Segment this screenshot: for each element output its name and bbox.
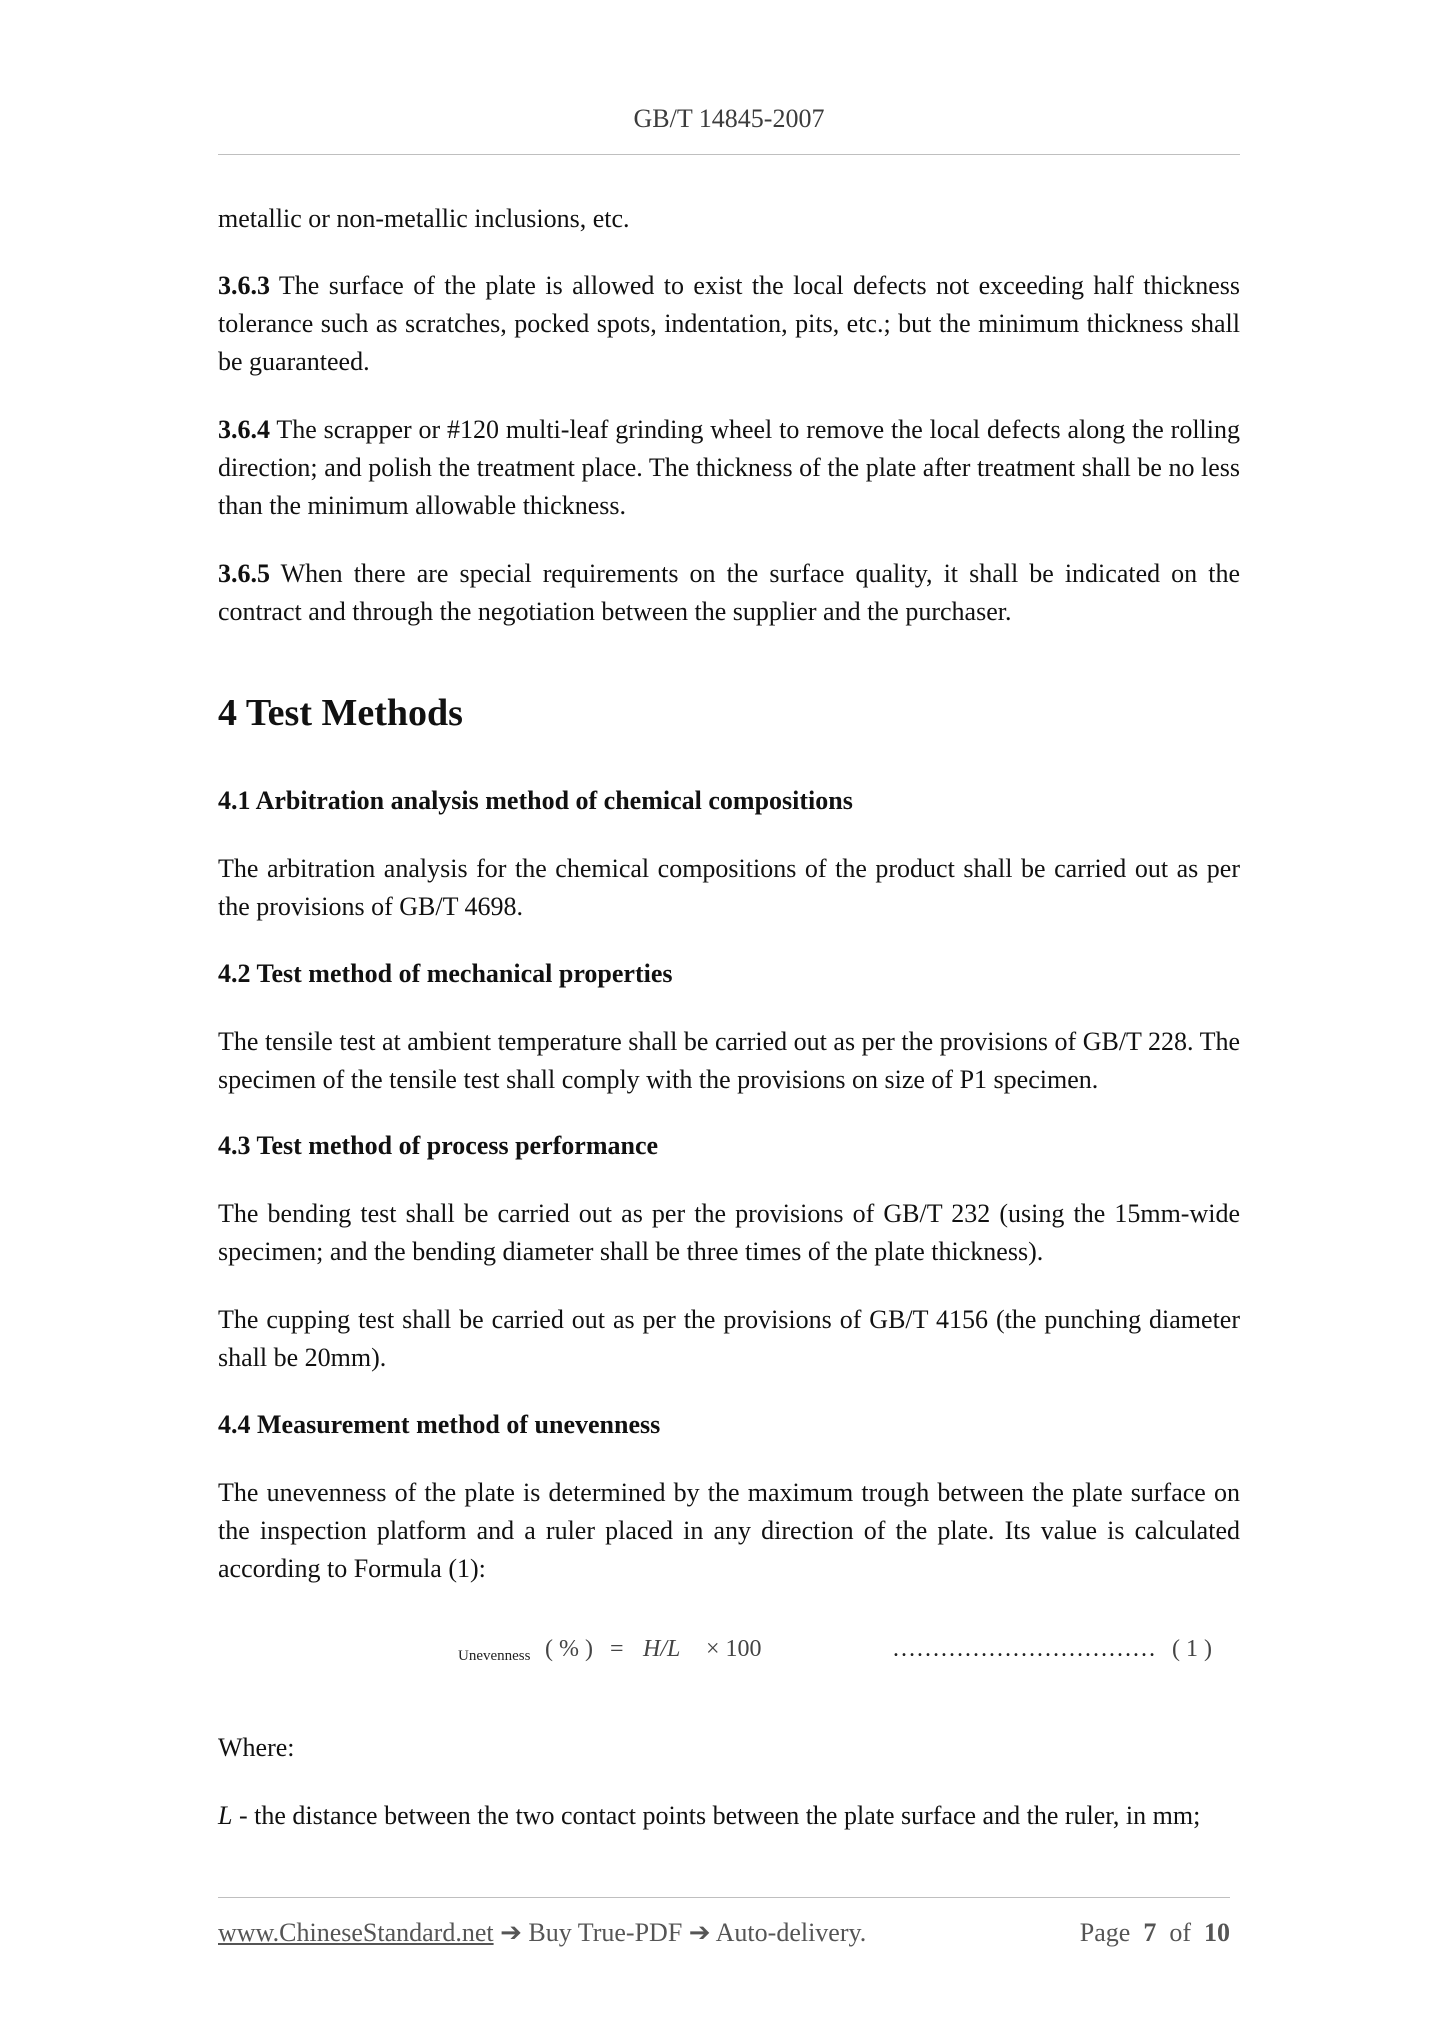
- definition-text: - the distance between the two contact points between the plate surface and the ruler, in mm;: [232, 1801, 1201, 1830]
- page-header-title: GB/T 14845-2007: [633, 104, 825, 133]
- section-text-4-4: The unevenness of the plate is determined by the maximum trough between the plate surface on the inspection platform and a ruler placed in any direction of the plate. Its value is calculated according to Formula (1):: [218, 1478, 1240, 1583]
- section-heading-4-1: 4.1 Arbitration analysis method of chemical compositions: [218, 786, 853, 815]
- auto-delivery-text: Auto-delivery.: [715, 1918, 867, 1947]
- where-label: Where:: [218, 1733, 295, 1762]
- formula-label: Unevenness: [458, 1648, 531, 1664]
- section-heading-4-2: 4.2 Test method of mechanical properties: [218, 959, 673, 988]
- paragraph-inclusions: metallic or non-metallic inclusions, etc.: [218, 204, 630, 233]
- formula-1: [0, 1636, 1445, 1672]
- clause-text: When there are special requirements on the surface quality, it shall be indicated on the contract and through the negotiation between the supplier and the purchaser.: [218, 559, 1240, 626]
- formula-leader-dots: ……………………………: [892, 1636, 1156, 1662]
- clause-3-6-3: [218, 267, 1240, 381]
- page-indicator: [1080, 1918, 1230, 1948]
- clause-number: 3.6.4: [218, 415, 270, 444]
- section-text-4-3-bending: The bending test shall be carried out as per the provisions of GB/T 232 (using the 15mm-wide specimen; and the bending diameter shall be three times of the plate thickness).: [218, 1199, 1240, 1266]
- total-page-count: 10: [1204, 1918, 1230, 1947]
- formula-multiplier: × 100: [706, 1636, 762, 1662]
- clause-number: 3.6.3: [218, 271, 270, 300]
- page-footer: [218, 1918, 1230, 1954]
- arrow-icon: ➔: [682, 1918, 716, 1947]
- footer-divider: [218, 1897, 1230, 1898]
- clause-number: 3.6.5: [218, 559, 270, 588]
- arrow-icon: ➔: [493, 1918, 529, 1947]
- header-divider: [218, 154, 1240, 155]
- definition-L: [218, 1797, 1240, 1835]
- section-text-4-1: The arbitration analysis for the chemical compositions of the product shall be carried out as per the provisions of GB/T 4698.: [218, 854, 1240, 921]
- of-word: of: [1169, 1918, 1191, 1947]
- section-heading-4-4: 4.4 Measurement method of unevenness: [218, 1410, 661, 1439]
- buy-pdf-text: Buy True-PDF: [528, 1918, 683, 1947]
- section-text-4-3-cupping: The cupping test shall be carried out as per the provisions of GB/T 4156 (the punching diameter shall be 20mm).: [218, 1305, 1240, 1372]
- section-text-4-2: The tensile test at ambient temperature shall be carried out as per the provisions of GB/T 228. The specimen of the tensile test shall comply with the provisions on size of P1 specimen.: [218, 1027, 1240, 1094]
- page-word: Page: [1079, 1918, 1131, 1947]
- website-link[interactable]: www.ChineseStandard.net: [218, 1918, 494, 1947]
- formula-number: ( 1 ): [1172, 1636, 1212, 1662]
- clause-3-6-4: [218, 411, 1240, 525]
- clause-3-6-5: [218, 555, 1240, 631]
- formula-expression: H/L: [643, 1636, 681, 1662]
- clause-text: The surface of the plate is allowed to exist the local defects not exceeding half thickness tolerance such as scratches, pocked spots, indentation, pits, etc.; but the minimum thickness shall be guaranteed.: [218, 271, 1240, 376]
- clause-text: The scrapper or #120 multi-leaf grinding wheel to remove the local defects along the rolling direction; and polish the treatment place. The thickness of the plate after treatment shall be no less than the minimum allowable thickness.: [218, 415, 1240, 520]
- current-page-number: 7: [1143, 1918, 1157, 1947]
- chapter-heading: 4 Test Methods: [218, 692, 463, 734]
- section-heading-4-3: 4.3 Test method of process performance: [218, 1131, 659, 1160]
- formula-equals: =: [610, 1636, 624, 1662]
- symbol-L: L: [218, 1801, 233, 1830]
- formula-percent: ( % ): [545, 1636, 593, 1662]
